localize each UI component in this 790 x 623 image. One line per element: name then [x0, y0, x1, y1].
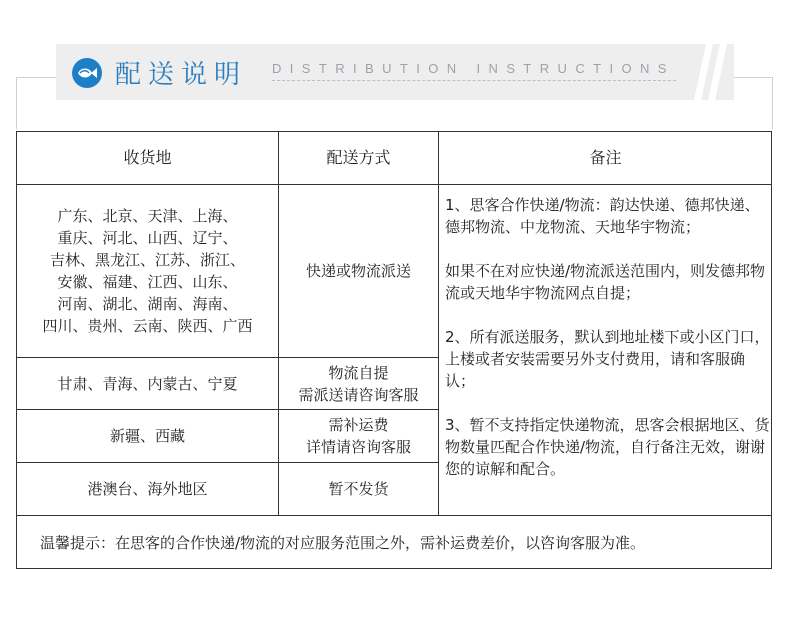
- method-line: 需补运费: [328, 416, 389, 434]
- table-row-region: [17, 358, 278, 409]
- region-line: 河南、湖北、湖南、海南、: [57, 295, 238, 313]
- method-line: 快递或物流派送: [305, 262, 411, 280]
- column-divider: [438, 132, 439, 516]
- fish-icon: [72, 58, 102, 88]
- region-line: 重庆、河北、山西、辽宁、: [57, 229, 238, 247]
- method-line: 暂不发货: [328, 480, 389, 498]
- note-paragraph: 3、暂不支持指定快递物流，思客会根据地区、货物数量匹配合作快递/物流，自行备注无效，谢谢您的谅解和配合。: [445, 416, 770, 478]
- table-row-region: [17, 463, 278, 515]
- region-line: 吉林、黑龙江、江苏、浙江、: [49, 251, 245, 269]
- method-line: 需派送请咨询客服: [298, 385, 419, 404]
- region-line: 甘肃、青海、内蒙古、宁夏: [57, 374, 238, 393]
- table-row-region: [17, 410, 278, 462]
- page-subtitle: DISTRIBUTION INSTRUCTIONS: [272, 61, 675, 76]
- table-row-method: [279, 358, 438, 409]
- note-paragraph: 1、思客合作快递/物流：韵达快递、德邦快递、德邦物流、中龙物流、天地华宇物流；: [445, 196, 760, 236]
- distribution-table: [16, 131, 772, 569]
- table-row-method: [279, 463, 438, 515]
- note-paragraph: 如果不在对应快递/物流派送范围内，则发德邦物流或天地华宇物流网点自提；: [445, 262, 766, 302]
- subtitle-divider: [272, 80, 676, 81]
- region-line: 安徽、福建、江西、山东、: [57, 273, 238, 291]
- note-paragraph: 2、所有派送服务，默认到地址楼下或小区门口，上楼或者安装需要另外支付费用，请和客服确认；: [445, 328, 770, 390]
- frame-line: [772, 77, 773, 129]
- method-line: 详情请咨询客服: [305, 438, 411, 456]
- header-region: 收货地: [123, 148, 172, 167]
- header-notes: 备注: [589, 148, 622, 167]
- page-title: 配送说明: [115, 60, 248, 90]
- notes-cell: [445, 194, 770, 480]
- frame-line: [16, 77, 17, 129]
- method-line: 物流自提: [328, 363, 389, 382]
- region-line: 广东、北京、天津、上海、: [57, 207, 238, 225]
- table-row-region: [17, 185, 278, 357]
- tip-text: 温馨提示：在思客的合作快递/物流的对应服务范围之外，需补运费差价，以咨询客服为准。: [40, 533, 646, 552]
- region-line: 四川、贵州、云南、陕西、广西: [42, 317, 253, 335]
- region-line: 港澳台、海外地区: [87, 480, 208, 498]
- frame-line: [733, 77, 773, 78]
- table-row-method: [279, 410, 438, 462]
- header-method: 配送方式: [326, 148, 391, 167]
- table-row-method: [279, 185, 438, 357]
- region-line: 新疆、西藏: [109, 427, 185, 445]
- frame-line: [16, 77, 56, 78]
